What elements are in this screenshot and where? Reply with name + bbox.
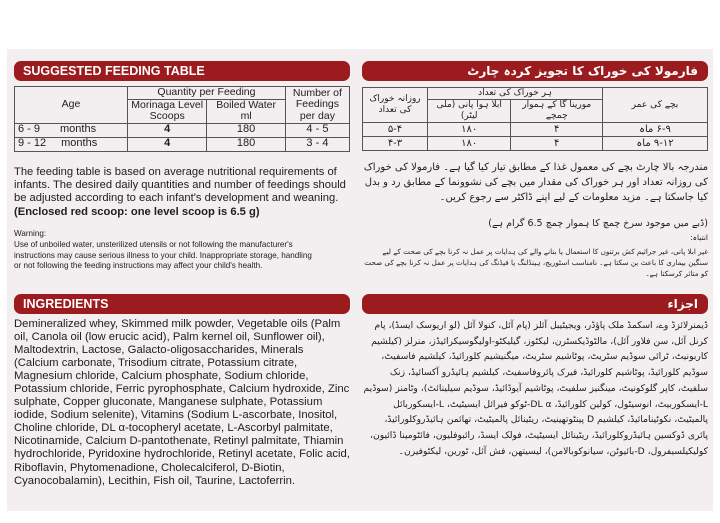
urdu-scoops-cell: ۴ bbox=[511, 137, 603, 151]
urdu-feedings-cell: ۵-۴ bbox=[363, 123, 428, 137]
urdu-age-cell: ۶-۹ ماہ bbox=[603, 123, 708, 137]
water-cell: 180 bbox=[207, 123, 286, 137]
age-cell: 9 - 12 months bbox=[15, 137, 128, 151]
urdu-water-cell: ۱۸۰ bbox=[428, 137, 511, 151]
urdu-water-header: ابلا ہوا پانی (ملی لیٹر) bbox=[428, 100, 511, 123]
urdu-feeding-table bbox=[362, 87, 708, 151]
urdu-scoop-note: (ڈبے میں موجود سرخ چمچ کا ہموار چمچ 6.5 گرام ہے) bbox=[488, 218, 708, 229]
urdu-feeding-note: مندرجہ بالا چارٹ بچے کی معمول غذا کے مطابق تیار کیا گیا ہے۔ فارمولا کی خوراک کی روزانہ تعداد اور ہر خوراک کی مقدار میں بچے کی نشوونما کے مطابق رد و بدل کیا جاسکتا ہے۔ مزید معلومات کے لیے اپنے ڈاکٹر سے رجوع کریں۔ bbox=[363, 162, 708, 203]
urdu-warning-text: غیر ابلا پانی، غیر جراثیم کش برتنوں کا استعمال یا بنانے والے کی ہدایات پر عمل نہ کرنا بچے کی صحت کے لیے سنگین بیماری کا باعث بن سکتا ہے۔ نامناسب اسٹوریج، ہینڈلنگ یا فیڈنگ کی ہدایات پر عمل نہ کرنا بچے کی صحت کو متاثر کرسکتا ہے۔ bbox=[364, 247, 708, 278]
table-row bbox=[15, 137, 350, 151]
ingredients-text: Demineralized whey, Skimmed milk powder, Vegetable oils (Palm oil, Canola oil (low erucic acid), Palm kernel oil, Sunflower oil), Maltodextrin, Lactose, Galacto-oligosaccharides, Minerals (Calcium carbonate, Trisodium citrate, Potassium citrate, Magnesium chloride, Calcium phosphate, Sodium chloride, Potassium chloride, Ferric pyrophosphate, Calcium hydroxide, Zinc sulphate, Copper gluconate, Manganese sulphate, Potassium iodide, Sodium selenite), Vitamins (Sodium L-ascorbate, Inositol, Choline chloride, DL α-tocopheryl acetate, L-Ascorbyl palmitate, Nicotinamide, Calcium D-pantothenate, Retinyl palmitate, Thiamin hydrochloride, Pyridoxine hydrochloride, Retinyl acetate, Folic acid, Riboflavin, Phytomenadione, Cholecalciferol, D-Biotin, Cyanocobalamin), Lecithin, Fish oil, Taurine, Lactoferrin. bbox=[14, 318, 350, 487]
water-cell: 180 bbox=[207, 137, 286, 151]
urdu-age-cell: ۹-۱۲ ماہ bbox=[603, 137, 708, 151]
urdu-feeding-table-heading: فارمولا کی خوراک کا تجویز کردہ چارٹ bbox=[362, 61, 708, 81]
urdu-scoops-header: مورینا گا کے ہموار چمچے bbox=[511, 100, 603, 123]
scoops-header: Morinaga Level Scoops bbox=[128, 99, 207, 123]
scoops-cell: 4 bbox=[128, 123, 207, 137]
urdu-warning-label: انتباہ: bbox=[690, 233, 708, 242]
scoops-cell: 4 bbox=[128, 137, 207, 151]
urdu-feedings-cell: ۴-۳ bbox=[363, 137, 428, 151]
feeding-note: The feeding table is based on average nutritional requirements of infants. The desired daily quantities and number of feedings should be adjusted according to each infant's development and weaning. bbox=[14, 166, 346, 204]
water-header: Boiled Water ml bbox=[207, 99, 286, 123]
quantity-header: Quantity per Feeding bbox=[128, 87, 286, 100]
feedings-cell: 4 - 5 bbox=[285, 123, 349, 137]
urdu-age-header: بچے کی عمر bbox=[603, 88, 708, 123]
warning-text: Use of unboiled water, unsterilized utensils or not following the manufacturer's instructions may cause serious illness to your child. Inappropriate storage, handling or not following the feeding instructions may affect your child's health. bbox=[14, 240, 312, 270]
feeding-table bbox=[14, 86, 350, 152]
urdu-ingredients-heading: اجزاء bbox=[362, 294, 708, 314]
table-row bbox=[363, 123, 708, 137]
table-row bbox=[15, 123, 350, 137]
urdu-ingredients-text: ڈیمنرلائزڈ وے، اسکمڈ ملک پاؤڈر، ویجیٹیبل آئلز (پام آئل، کنولا آئل (لو اریوسک ایسڈ)، پام کرنل آئل، سن فلاور آئل)، مالٹوڈیکسٹرن، لیکٹوز، گیلیکٹو-اولیگوسیکرائیڈز، منرلز (کیلشیم کاربونیٹ، ٹرائی سوڈیم سٹریٹ، پوٹاشیم سٹریٹ، میگنیشیم کلورائیڈ، کیلشیم فاسفیٹ، سوڈیم کلورائیڈ، پوٹاشیم کلورائیڈ، فیرک پائروفاسفیٹ، کیلشیم ہائیڈرو آکسائیڈ، زنک سلفیٹ، کاپر گلوکونیٹ، مینگنیز سلفیٹ، پوٹاشیم آیوڈائیڈ، سوڈیم سیلینائٹ)، وٹامنز (سوڈیم L-ایسکوربیٹ، انوسیٹول، کولین کلورائیڈ، DL α-ٹوکو فیرائل ایسیٹیٹ، L-ایسکوربائل پالمیٹیٹ، نکوٹینامائیڈ، کیلشیم D پینٹوتھینیٹ، ریٹینائل پالمیٹیٹ، تھائمن ہائیڈروکلورائیڈ، پائری ڈوکسین ہائیڈروکلورائیڈ، ریٹینائل ایسیٹیٹ، فولک ایسڈ، رائبوفلیون، فائٹومینا ڈائیون، کولیکیلسیفرول، D-بائیوٹن، سیانوکوبالامن)، لیسیتھن، فش آئل، ٹورین، لیکٹوفیرن۔ bbox=[363, 320, 708, 457]
feeding-table-heading: SUGGESTED FEEDING TABLE bbox=[14, 61, 350, 81]
feedings-header: Number of Feedings per day bbox=[285, 87, 349, 124]
warning-label: Warning: bbox=[14, 229, 47, 238]
age-cell: 6 - 9 months bbox=[15, 123, 128, 137]
urdu-water-cell: ۱۸۰ bbox=[428, 123, 511, 137]
urdu-scoops-cell: ۴ bbox=[511, 123, 603, 137]
age-header: Age bbox=[15, 87, 128, 124]
table-row bbox=[363, 137, 708, 151]
ingredients-heading: INGREDIENTS bbox=[14, 294, 350, 314]
scoop-note: (Enclosed red scoop: one level scoop is 6.5 g) bbox=[14, 206, 260, 218]
feedings-cell: 3 - 4 bbox=[285, 137, 349, 151]
urdu-feedings-header: روزانہ خوراک کی تعداد bbox=[363, 88, 428, 123]
urdu-quantity-header: ہر خوراک کی تعداد bbox=[428, 88, 603, 100]
